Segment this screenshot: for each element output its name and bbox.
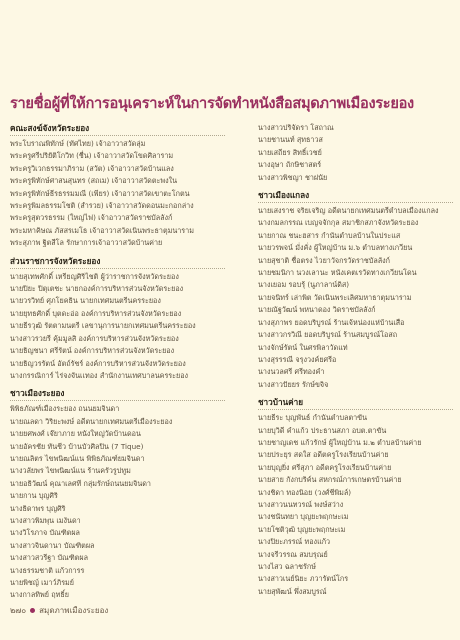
contributor-line: นายจนิทร์ เล่าพิต วัดเนินพระเลิศมหาธาตุมนาราม (258, 292, 412, 302)
contributor-line: นางชนันทยา บุญยะพฤกษะเม (258, 512, 349, 522)
contributor-line: พระครูพิทักษ์ศาสนสุนทร (สถเม) เจ้าอาวาสวัดตะพงใน (10, 176, 178, 186)
name-section (10, 255, 225, 383)
contributor-line: นางกรรณิการ์ ไร่จงจันเเทอง สำนักงานเทศบาลนครระยอง (10, 370, 189, 380)
contributor-line: นางธิดาพร บุญศิริ (10, 503, 66, 513)
contributor-line: นายอัครชัย ทันชีว บ้านบัวศิลปิน (7 Tique) (10, 441, 144, 451)
contributor-line: นางสาวสวรีฐา บัณฑิตผล (10, 553, 88, 563)
contributor-line: นางกาลทิพย์ ฤทธิ์ย (10, 590, 69, 600)
contributor-line: นายชมนิกา นวงเลานะ หนังเคตเรวัดทางเกวียนโดน (258, 268, 417, 278)
contributor-line: พระครูพิมลธรรมโชติ (สำรวย) เจ้าอาวาสวัดดอนมะกอกล่าง (10, 201, 194, 211)
contributor-line: นายธิญวรรัตน์ อัตถ์รัชร์ องค์การบริหารส่วนจังหวัดระยอง (10, 358, 186, 368)
contributor-line: นางไสว ฉลาชรักษ์ (258, 562, 316, 571)
contributor-line: นายสุเทพศักดิ์ เหรียญศิริไชติ ผู้ว่าราชการจังหวัดระยอง (10, 271, 179, 281)
contributor-line: นางสาวรวยรี คุ้มมูลสิ องค์การบริหารส่วนจังหวัดระยอง (10, 333, 179, 343)
contributor-line: พระครูวิเวกธรรมาภิราม (สวัต) เจ้าอาวาสวัดบ้านแลง (10, 163, 174, 173)
contributor-line: นายยุทธศักดิ์ บุตดะอ่อ องค์การบริหารส่วนจังหวัดระยอง (10, 308, 182, 318)
name-section (258, 122, 453, 184)
contributor-line: พระสุภาพ ฐิตสีโล รักษาการเจ้าอาวาสวัดบ้านค่าย (10, 238, 163, 248)
name-section (10, 122, 225, 250)
name-section (258, 189, 453, 391)
contributor-line: นายเสถียร สิทธิ์เวชย์ (258, 147, 322, 157)
contributor-line: นางจรีวรรณ สมบรุณย์ (258, 549, 328, 559)
contributor-line: นางสาวเนย์นิยะ ภวารัตน์โกร (258, 574, 349, 584)
contributor-line: พระโบราณพิทักษ์ (ทัศไทย) เจ้าอาวาสวัดลุ่ม (10, 139, 146, 148)
contributor-line: นางกมลกรรณ เบญจจักกุล สมาชิกสภาจังหวัดระยอง (258, 218, 419, 228)
contributor-line: นายสาย กังกบริค์น สหกรณ์การเกษตรบ้านค่าย (258, 475, 402, 485)
contributor-line: นายกาน บุญศิริ (10, 491, 58, 501)
book-title: สมุดภาพเมืองระยอง (39, 606, 109, 615)
contributor-line: พระครูพิทักษ์ธีรธรรมมณี (เพียร) เจ้าอาวาสวัดเขาตะโกตน (10, 188, 190, 198)
contributor-line: นางปิยะภรรณ์ ทองแก้ว (258, 537, 331, 547)
contributor-line: นายพิชญ์ เมาว์ภิรมย์ (10, 578, 74, 587)
contributor-line: นายณลดา วิริยะพงษ์ อดีตนายกเทศมนตรีเมืองระยอง (10, 416, 173, 426)
contributor-line: นางสุรรรณี จรุงวงค์ยศรีอ (258, 354, 337, 364)
contributor-line: นางสาวกรวิณี ยอดบริบูรณ์ ร้านสมบูรณ์โอสถ (258, 330, 398, 340)
contributor-line: นายประยุร สดใส อดีตครูโรงเรียนบ้านค่าย (258, 450, 389, 460)
contributor-line: นางสาวจินดานา บัณฑิตผล (10, 540, 95, 550)
contributor-line: นายสุชาติ ชื่อตรง ไวยาวัจกรวัดราชบัลลังก์ (258, 255, 391, 265)
left-column (10, 122, 225, 602)
contributor-line: พระครูสุตวรธรรม (ใหญ่ไฟ) เจ้าอาวาสวัดราชบัลลังก์ (10, 213, 173, 223)
contributor-line: นายสุพัฒน์ พึ่งสมบูรณ์ (258, 586, 327, 596)
name-section (10, 387, 225, 602)
contributor-line: นายโชติวุฒิ บุญยะพฤกษะเม (258, 524, 346, 534)
contributor-line: นายอธิวัฒน์ คุณาเลศที กลุ่มรักษ์ถนนยมจินดา (10, 478, 151, 488)
contributor-line: พระครูศรีปริยัติโกวิท (ชื่น) เจ้าอาวาสวัดโขดศิลาราม (10, 151, 174, 161)
contributor-line: นางธรรมชาติ แก้วการร (10, 565, 85, 575)
contributor-line: นายเสงราช จริยเจริญ อดีตนายกเทศมนตรีตำบลเมืองแกลง (258, 206, 439, 216)
contributor-line: นายวรพจน์ มั่งคั่ง ผู้ใหญ่บ้าน ม.๖ ตำบลทางเกวียน (258, 243, 413, 253)
contributor-line: นางวลัยพร ไขพนิฒน์แน ร้านครัวรูปทูม (10, 466, 131, 476)
contributor-line: นางสาวนนทวรณ์ พงษ์สว่าง (258, 499, 344, 509)
contributor-line: นางสาวปัยยร รักษ์ขจิจ (258, 379, 329, 389)
contributor-line: นายปิยะ ปิตุเตชะ นายกองค์การบริหารส่วนจังหวัดระยอง (10, 284, 184, 294)
contributor-line: นางนวลศรี ศรีทองคำ (258, 367, 325, 377)
contributor-line: นายธีรวุฒิ รัตตามนตรี เลขานุการนายกเทศมนตรีนครระยอง (10, 321, 196, 331)
contributor-line: นางสาวปริจัดรา โสถาณ (258, 123, 334, 132)
contributor-line: นางเยอม รอบรุ้ (นูภาลาน์ดิส) (258, 280, 350, 290)
section-heading: ส่วนราชการจังหวัดระยอง (10, 255, 225, 269)
contributor-line: นายยศพงศ์ เจ๊ยาภาย หนังใหญ่วัดบ้านดอน (10, 429, 141, 439)
contributor-line: นายณลิตร ไขพนิฒน์แน พิพิธภัณฑ์ยมจินดา (10, 453, 145, 463)
contributor-line: นางสุภาพร ยอดบริบูรณ์ ร้านเจ้หน่องแห่บ้านเสือ (258, 317, 405, 327)
contributor-line: นายธิญชนา ศรีรัตน์ องค์การบริหารส่วนจังหวัดระยอง (10, 346, 175, 356)
section-heading: คณะสงฆ์จังหวัดระยอง (10, 122, 225, 136)
contributor-line: นายณัฐวัฒน์ พหนาดอง วิดราชบัลลังก์ (258, 305, 376, 315)
contributor-line: นายชานนท์ สุทธาวส (258, 135, 323, 145)
contributor-line: นายกาณ ชนะฮสาร กำนันตำบลบ้านในประแส (258, 230, 401, 240)
name-section (258, 396, 453, 598)
section-heading: ชาวเมืองระยอง (10, 387, 225, 401)
contributor-line: นายวรวิทย์ ศุภโยคธิน นายกเทศมนตรีนครระยอง (10, 296, 161, 306)
contributor-line: นางสาวพิชญา ชาฝนัย (258, 172, 328, 182)
page-number: ๒๗๐ (10, 606, 27, 615)
contributor-line: นายบุวิดี คำแก้ว ประธานสภา อบต.ตาขัน (258, 425, 387, 435)
bullet-icon (30, 608, 35, 613)
contributor-line: นางจักษ์รัตน์ ในศรพิลาวัดแท่ (258, 342, 348, 352)
contributor-line: นางสาวพิมพุน เมงันดา (10, 515, 81, 525)
page-footer (10, 604, 108, 617)
page-title: รายชื่อผู้ที่ให้การอนุเคราะห์ในการจัดทำหนังสือสมุดภาพเมืองระยอง (10, 95, 414, 112)
section-heading: ชาวเมืองแกลง (258, 189, 453, 203)
contributor-line: พิพิธภัณฑ์เมืองระยอง ถนนยมจินดา (10, 404, 120, 414)
contributor-line: นายธีระ บุญพันธ์ กำนันตำบลตาขัน (258, 413, 367, 423)
contributor-line: นายชาญเดช แก้วรักษ์ ผู้ใหญ่บ้าน ม.๒ ตำบลบ้านค่าย (258, 437, 422, 447)
contributor-line: นางชิดา ทองนิอย (วงศ์ชีพิมล์) (258, 487, 352, 497)
contributor-line: นางอุษา ถักษิชาสตร์ (258, 160, 322, 170)
section-heading: ชาวบ้านค่าย (258, 396, 453, 410)
contributor-line: นายบุญยิ่ง ศรีสุภา อดีตครูโรงเรียนบ้านค่าย (258, 462, 392, 472)
right-column (258, 122, 453, 598)
contributor-line: พระมหาคิษณ ภัสสรเมโธ เจ้าอาวาสวัดเนินพระธาตุมนาราม (10, 225, 194, 235)
contributor-line: นางวิโรภาจ บัณฑิตผล (10, 528, 80, 538)
